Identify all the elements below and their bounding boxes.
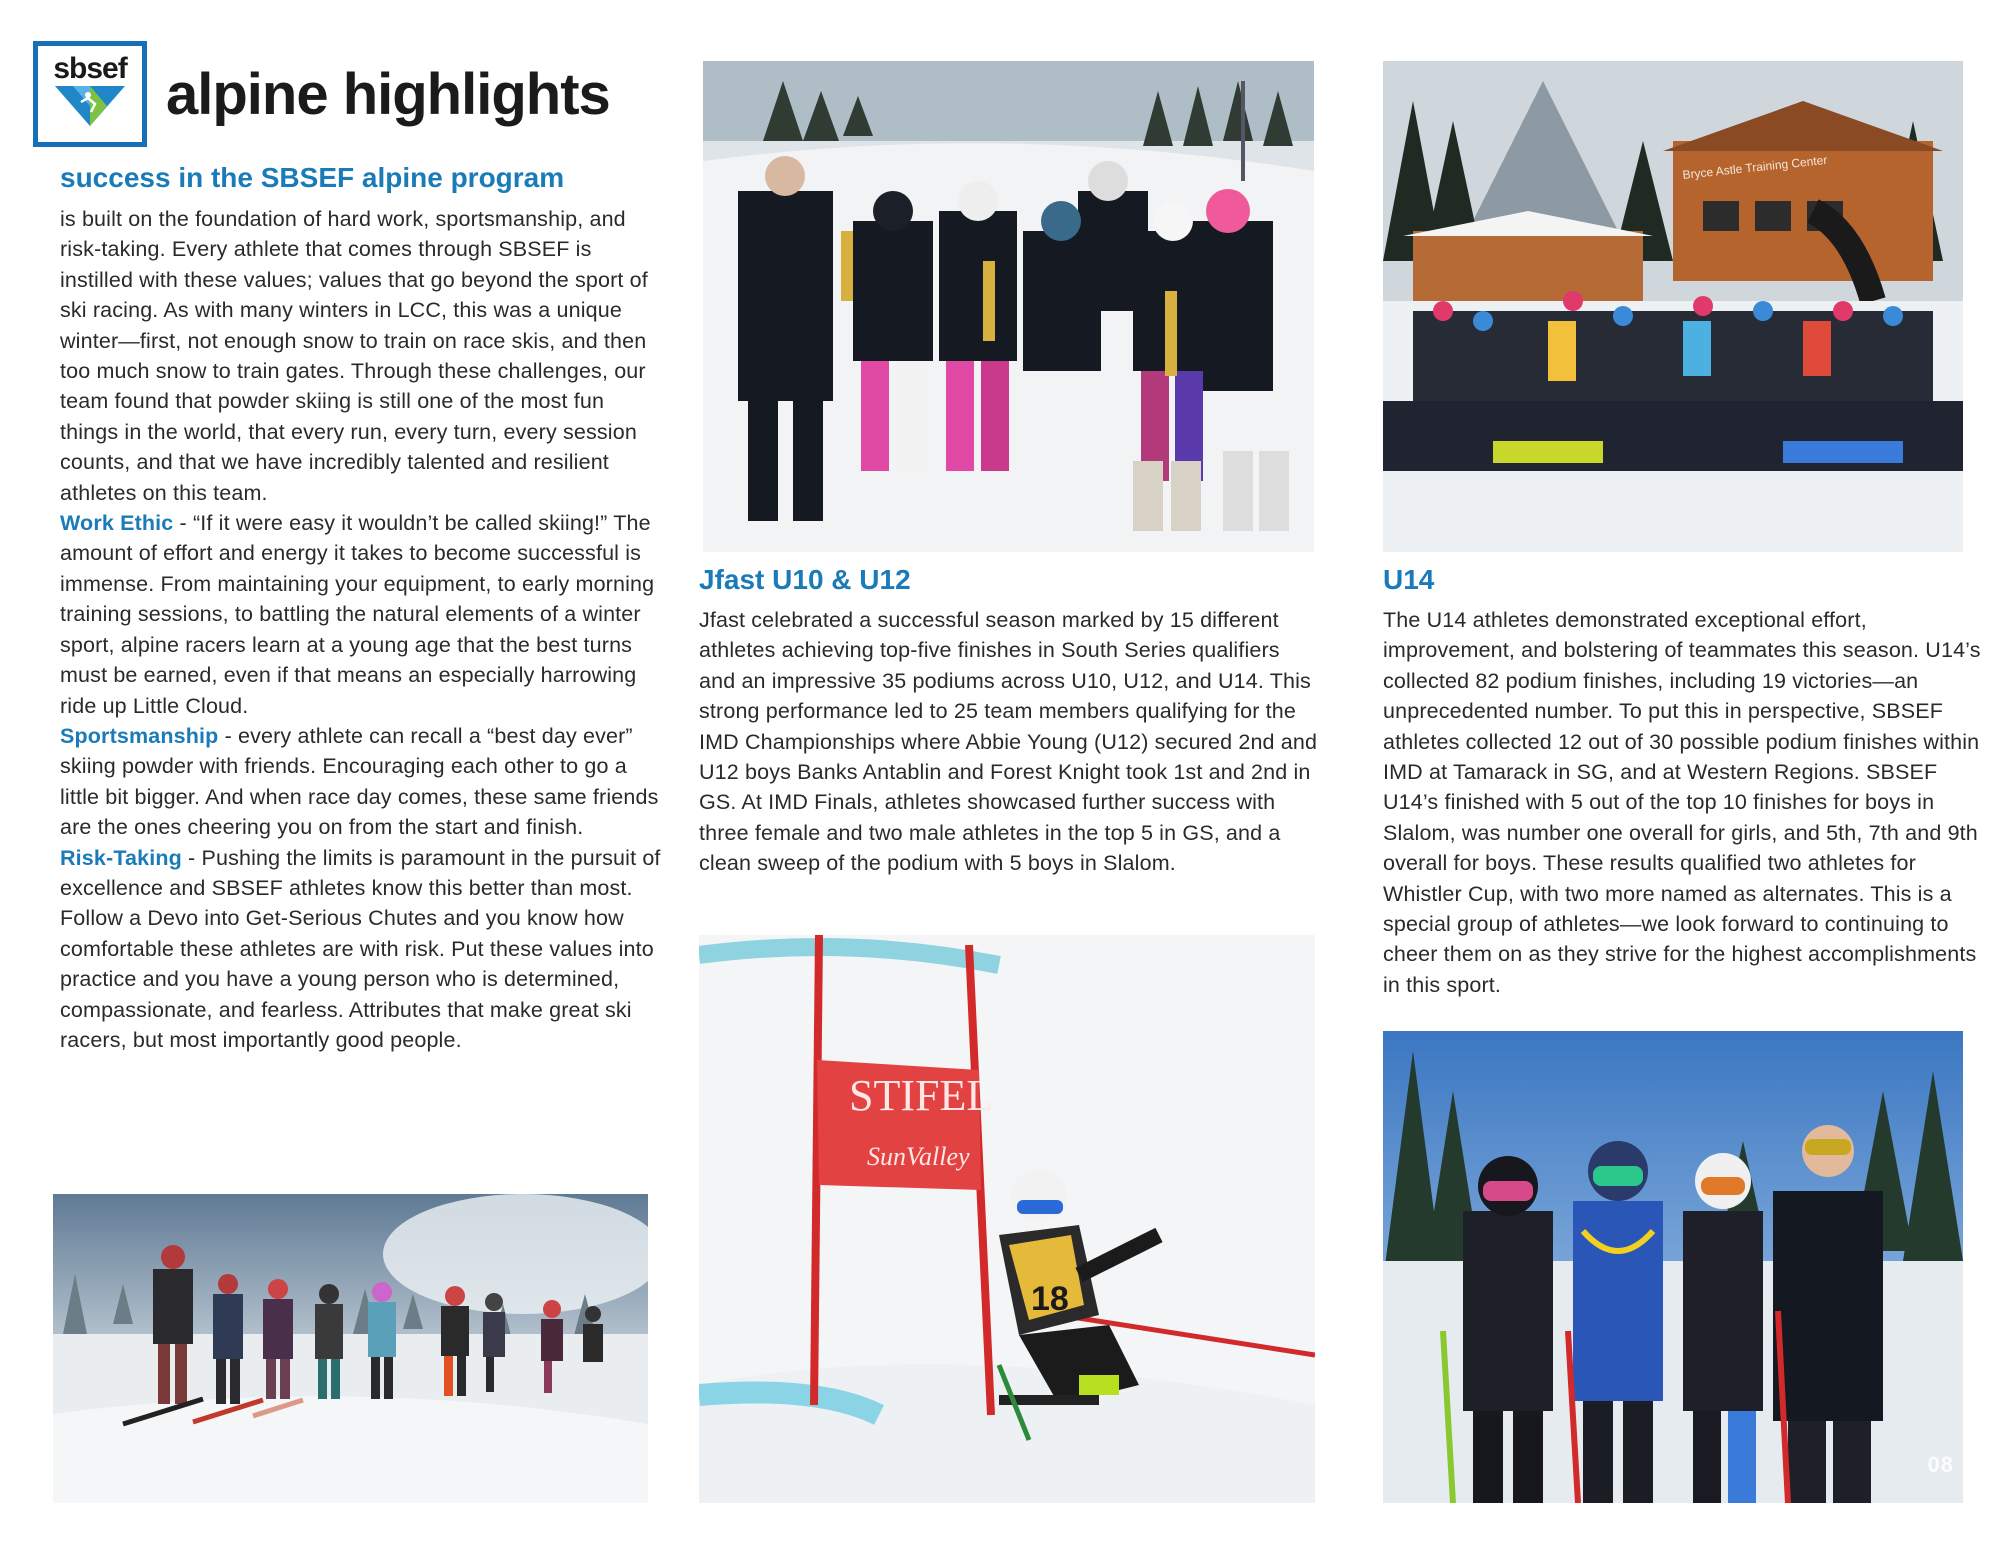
intro-body [60, 204, 662, 1055]
work-ethic-text: - “If it were easy it wouldn’t be called skiing!” The amount of effort and energy it takes to become successful is immense. From maintaining your equipment, to early morning training sessions, to battling the natural elements of a winter sport, alpine racers learn at a young age that the best turns must be earned, even if that means an especially harrowing ride up Little Cloud. [60, 511, 655, 718]
race-bib-number: 18 [1031, 1280, 1069, 1318]
gate-banner-main: STIFEL [849, 1071, 994, 1120]
sportsmanship-text: - every athlete can recall a “best day ever” skiing powder with friends. Encouraging each other to go a little bit bigger. And when race day comes, these same friends are the ones cheering you on from the start and finish. [60, 723, 659, 840]
mountain-skier-icon [55, 86, 125, 126]
risk-taking-keyword: Risk-Taking [60, 845, 182, 870]
page-title: alpine highlights [166, 62, 610, 127]
work-ethic-keyword: Work Ethic [60, 511, 174, 536]
photo-u14-athletes-coach [1383, 1031, 1963, 1503]
intro-heading: success in the SBSEF alpine program [60, 162, 565, 193]
photo-powder-skiers [53, 1194, 648, 1503]
jfast-body: Jfast celebrated a successful season marked by 15 different athletes achieving top-five finishes in South Series qualifiers and an impressive 35 podiums across U10, U12, and U14. This strong performance led to 25 team members qualifying for the IMD Championships where Abbie Young (U12) secured 2nd and U12 boys Banks Antablin and Forest Knight took 1st and 2nd in GS. At IMD Finals, athletes showcased further success with three female and two male athletes in the top 5 in GS, and a clean sweep of the podium with 5 boys in Slalom. [699, 608, 1318, 876]
sbsef-logo [33, 41, 147, 147]
page-number: 08 [1927, 1452, 1954, 1477]
risk-taking-text: - Pushing the limits is paramount in the pursuit of excellence and SBSEF athletes know this better than most. Follow a Devo into Get-Serious Chutes and you know how comfortable these athletes are with risk. Put these values into practice and you have a young person who is determined, compassionate, and fearless. Attributes that make great ski racers, but most importantly good people. [60, 845, 661, 1052]
photo-u14-team-group [1383, 61, 1963, 552]
u14-body: The U14 athletes demonstrated exceptional effort, improvement, and bolstering of teammates this season. U14’s collected 82 podium finishes, including 19 victories—an unprecedented number. To put this in perspective, SBSEF athletes collected 12 out of 30 possible podium finishes within IMD at Tamarack in SG, and at Western Regions. SBSEF U14’s finished with 5 out of the top 10 finishes for boys in Slalom, was number one overall for girls, and 5th, 7th and 9th overall for boys. These results qualified two athletes for Whistler Cup, with two more named as alternates. This is a special group of athletes—we look forward to continuing to cheer them on as they strive for the highest accomplishments in this sport. [1383, 608, 1981, 997]
u14-heading: U14 [1383, 564, 1435, 595]
intro-paragraph: is built on the foundation of hard work, sportsmanship, and risk-taking. Every athlete that comes through SBSEF is instilled with these values; values that go beyond the sport of ski racing. As with many winters in LCC, this was a unique winter—first, not enough snow to train on race skis, and then too much snow to train gates. Through these challenges, our team found that powder skiing is still one of the most fun things in the world, that every run, every turn, every session counts, and that we have incredibly talented and resilient athletes on this team. [60, 207, 648, 505]
logo-text: sbsef [53, 52, 127, 85]
sportsmanship-keyword: Sportsmanship [60, 723, 219, 748]
gate-banner-sub: SunValley [867, 1142, 970, 1171]
building-sign: Bryce Astle Training Center [1681, 152, 1828, 182]
photo-gs-racer [699, 935, 1315, 1503]
jfast-heading: Jfast U10 & U12 [699, 564, 911, 595]
photo-jfast-trophy-group [703, 61, 1314, 552]
